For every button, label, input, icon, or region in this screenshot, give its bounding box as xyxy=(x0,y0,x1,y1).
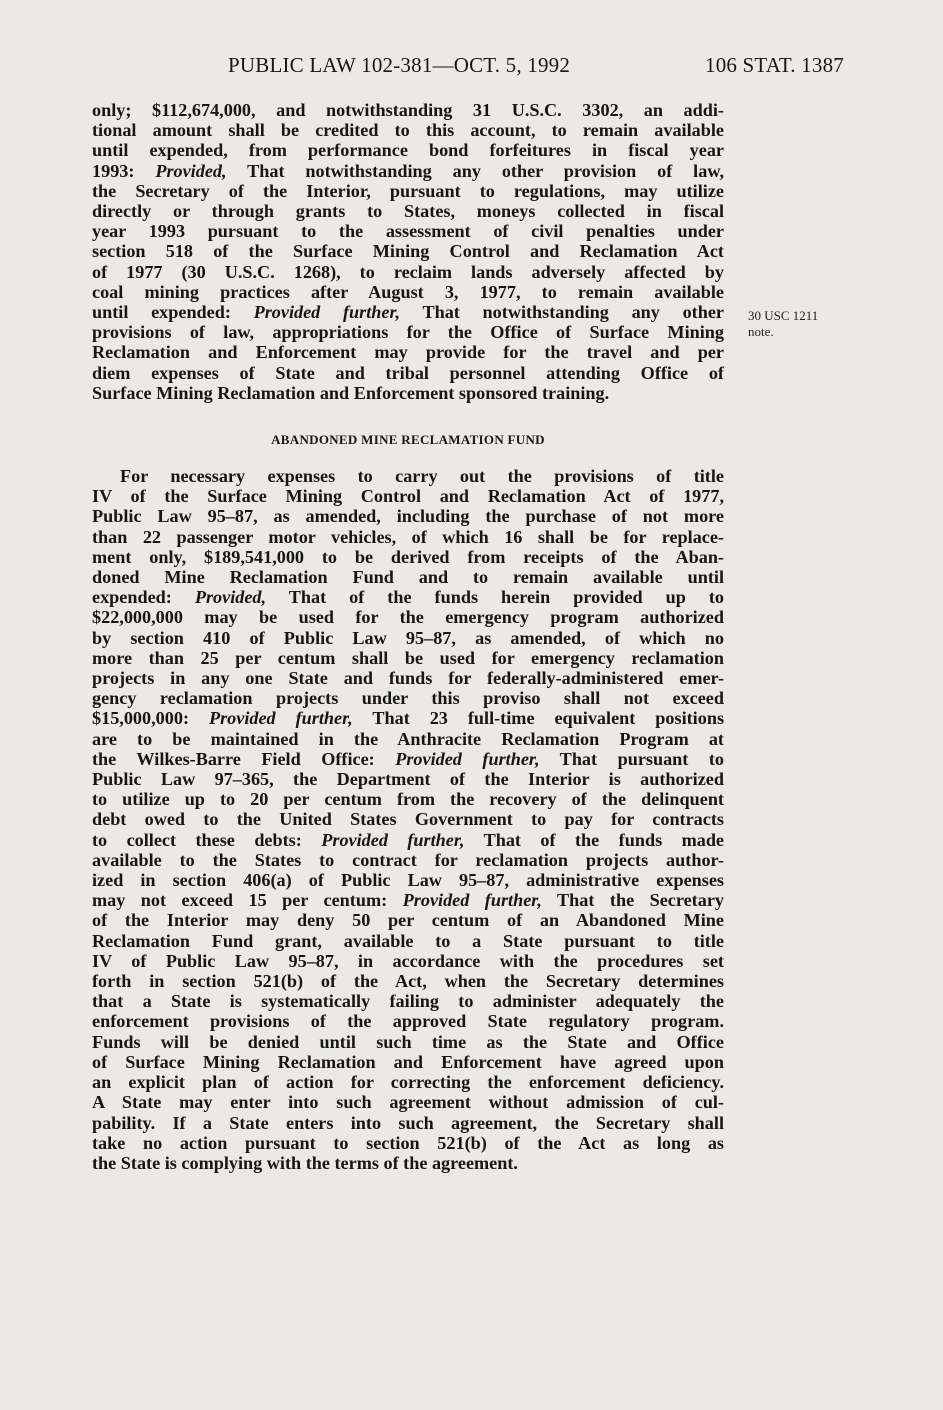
proviso-italic: Provided further, xyxy=(208,708,353,729)
proviso-italic: Provided further, xyxy=(321,829,465,850)
text-line xyxy=(92,749,724,769)
text-run: That notwithstanding any other xyxy=(400,302,724,323)
text-run: That of the funds herein provided up to xyxy=(266,587,724,608)
text-line: available to the States to contract for reclamation projects author- xyxy=(92,849,724,870)
text-line: more than 25 per centum shall be used for emergency reclamation xyxy=(92,647,724,668)
text-line: provisions of law, appropriations for the Office of Surface Mining xyxy=(92,322,724,343)
text-run: until expended: xyxy=(92,302,254,323)
text-line: of Surface Mining Reclamation and Enforcement have agreed upon xyxy=(92,1051,724,1072)
text-line: forth in section 521(b) of the Act, when the Secretary determines xyxy=(92,971,724,992)
text-line xyxy=(92,890,724,910)
proviso-italic: Provided, xyxy=(194,587,267,608)
text-line: are to be maintained in the Anthracite Reclamation Program at xyxy=(92,728,724,749)
text-line: Public Law 97–365, the Department of the Interior is authorized xyxy=(92,769,724,790)
text-line xyxy=(92,708,724,728)
text-line: only; $112,674,000, and notwithstanding 31 U.S.C. 3302, an addi- xyxy=(92,100,724,120)
running-head-title: PUBLIC LAW 102-381—OCT. 5, 1992 xyxy=(228,53,571,77)
text-line: diem expenses of State and tribal personnel attending Office of xyxy=(92,362,724,383)
text-line: $22,000,000 may be used for the emergency program authorized xyxy=(92,607,724,628)
margin-citation-note xyxy=(748,308,818,340)
margin-note-citation: 30 USC 1211 xyxy=(748,308,819,323)
text-line: until expended, from performance bond forfeitures in fiscal year xyxy=(92,140,724,161)
text-line: the Secretary of the Interior, pursuant to regulations, may utilize xyxy=(92,180,724,201)
proviso-italic: Provided further, xyxy=(395,748,540,769)
text-line: than 22 passenger motor vehicles, of which 16 shall be for replace- xyxy=(92,526,724,547)
text-line xyxy=(92,302,724,322)
text-line: debt owed to the United States Government to pay for contracts xyxy=(92,809,724,830)
text-line: take no action pursuant to section 521(b) of the Act as long as xyxy=(92,1132,724,1153)
text-line: pability. If a State enters into such agreement, the Secretary shall xyxy=(92,1112,724,1133)
text-line: tional amount shall be credited to this account, to remain available xyxy=(92,120,724,141)
text-line: For necessary expenses to carry out the provisions of title xyxy=(120,466,724,486)
section-heading: ABANDONED MINE RECLAMATION FUND xyxy=(271,432,545,447)
text-line: A State may enter into such agreement without admission of cul- xyxy=(92,1092,724,1113)
text-line: an explicit plan of action for correcting the enforcement deficiency. xyxy=(92,1072,724,1093)
text-line: that a State is systematically failing to administer adequately the xyxy=(92,991,724,1012)
text-line: of 1977 (30 U.S.C. 1268), to reclaim lands adversely affected by xyxy=(92,261,724,282)
text-line: IV of the Surface Mining Control and Reclamation Act of 1977, xyxy=(92,486,724,507)
margin-note-label: note. xyxy=(748,324,774,339)
text-line: Public Law 95–87, as amended, including the purchase of not more xyxy=(92,506,724,527)
text-run: $15,000,000: xyxy=(92,708,209,729)
text-run: That notwithstanding any other provision of law, xyxy=(226,160,724,181)
text-line: doned Mine Reclamation Fund and to remain available until xyxy=(92,567,724,588)
text-line: enforcement provisions of the approved State regulatory program. xyxy=(92,1011,724,1032)
text-line: Reclamation and Enforcement may provide for the travel and per xyxy=(92,342,724,363)
text-line: by section 410 of Public Law 95–87, as amended, of which no xyxy=(92,627,724,648)
proviso-italic: Provided further, xyxy=(402,890,542,911)
text-line: of the Interior may deny 50 per centum of an Abandoned Mine xyxy=(92,910,724,931)
text-line: the State is complying with the terms of the agreement. xyxy=(92,1152,518,1173)
text-run: may not exceed 15 per centum: xyxy=(92,890,403,911)
text-line: ized in section 406(a) of Public Law 95–87, administrative expenses xyxy=(92,870,724,891)
appropriation-continuation-paragraph xyxy=(92,100,724,403)
text-line xyxy=(92,161,724,181)
text-run: 1993: xyxy=(92,160,156,181)
text-line: gency reclamation projects under this proviso shall not exceed xyxy=(92,688,724,709)
text-line: IV of Public Law 95–87, in accordance with the procedures set xyxy=(92,950,724,971)
text-line: Funds will be denied until such time as the State and Office xyxy=(92,1031,724,1052)
abandoned-mine-fund-paragraph xyxy=(92,466,724,1173)
text-line: projects in any one State and funds for federally-administered emer- xyxy=(92,668,724,689)
text-line: to utilize up to 20 per centum from the recovery of the delinquent xyxy=(92,789,724,810)
text-line: year 1993 pursuant to the assessment of civil penalties under xyxy=(92,221,724,242)
proviso-italic: Provided further, xyxy=(253,302,401,323)
text-run: to collect these debts: xyxy=(92,829,322,850)
text-line: Reclamation Fund grant, available to a State pursuant to title xyxy=(92,930,724,951)
statute-page-number: 106 STAT. 1387 xyxy=(705,53,844,77)
text-line xyxy=(92,587,724,607)
text-line: directly or through grants to States, moneys collected in fiscal xyxy=(92,201,724,222)
text-run: the Wilkes-Barre Field Office: xyxy=(92,748,396,769)
proviso-italic: Provided, xyxy=(155,160,227,181)
text-line: section 518 of the Surface Mining Control and Reclamation Act xyxy=(92,241,724,262)
text-run: expended: xyxy=(92,587,195,608)
text-line: coal mining practices after August 3, 1977, to remain available xyxy=(92,281,724,302)
text-run: That of the funds made xyxy=(464,829,725,850)
text-run: That pursuant to xyxy=(539,748,724,769)
text-run: That 23 full-time equivalent positions xyxy=(352,708,725,729)
text-line: ment only, $189,541,000 to be derived from receipts of the Aban- xyxy=(92,546,724,567)
text-run: That the Secretary xyxy=(541,890,725,911)
text-line: Surface Mining Reclamation and Enforcement sponsored training. xyxy=(92,382,610,403)
page-header xyxy=(0,53,943,83)
text-line xyxy=(92,830,724,850)
